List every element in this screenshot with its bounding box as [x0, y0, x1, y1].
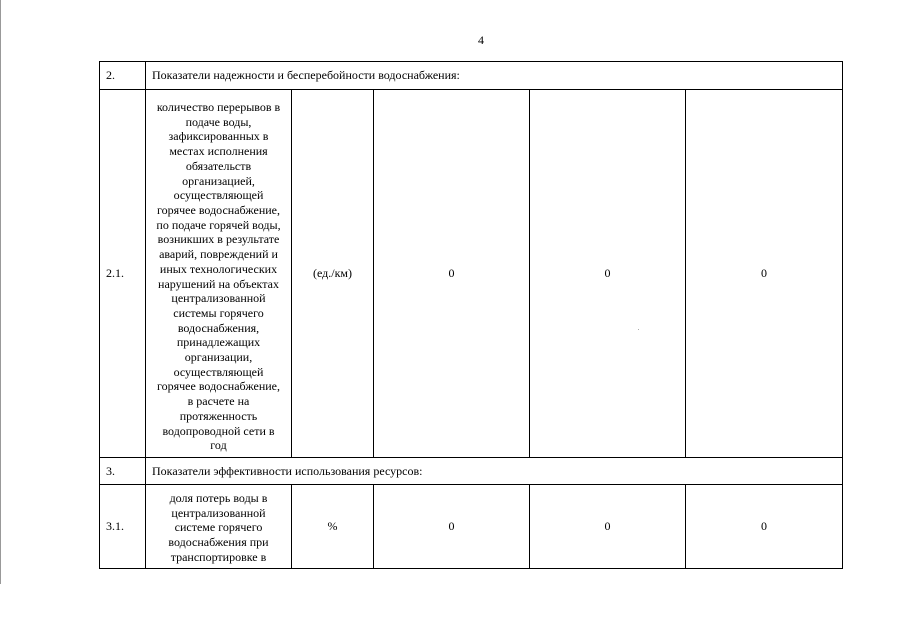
- indicator-name-line: осуществляющей: [173, 364, 264, 379]
- indicator-name-line: водопроводной сети в: [162, 423, 275, 438]
- value-cell: 0: [686, 90, 843, 458]
- indicator-name-line: горячее водоснабжение,: [157, 202, 280, 217]
- indicator-name-line: принадлежащих: [176, 335, 261, 350]
- indicator-name-line: водоснабжения при: [168, 535, 269, 550]
- indicator-name-line: местах исполнения: [169, 144, 268, 159]
- indicators-table: [99, 61, 843, 569]
- indicator-name-line: нарушений на объектах: [158, 276, 279, 291]
- indicator-name-line: протяженность: [179, 408, 258, 423]
- indicator-name-line: водоснабжения,: [177, 320, 260, 335]
- scan-speck: [638, 329, 639, 330]
- unit-cell: %: [292, 485, 374, 569]
- page-number: 4: [478, 33, 484, 47]
- section-number: 3.: [100, 458, 146, 485]
- indicator-name-line: обязательств: [185, 158, 252, 173]
- section-title: Показатели надежности и бесперебойности водоснабжения:: [146, 62, 843, 90]
- indicator-name-line: зафиксированных в: [168, 129, 269, 144]
- table-row-2-1: [100, 90, 843, 458]
- indicator-name-line: организации,: [184, 350, 253, 365]
- indicator-name-line: в расчете на: [187, 394, 250, 409]
- section-row-2: [100, 62, 843, 90]
- section-row-3: [100, 458, 843, 485]
- value-cell: 0: [686, 485, 843, 569]
- indicator-name-line: аварий, повреждений и: [159, 247, 278, 262]
- indicator-name-line: возникших в результате: [157, 232, 280, 247]
- indicator-name: [146, 90, 292, 458]
- indicator-name-line: системе горячего: [174, 520, 263, 535]
- indicator-name-line: по подаче горячей воды,: [156, 217, 281, 232]
- page-left-edge: [0, 0, 1, 584]
- indicator-name-line: горячее водоснабжение,: [157, 379, 280, 394]
- value-cell: 0: [374, 485, 530, 569]
- section-number: 2.: [100, 62, 146, 90]
- value-cell: 0: [530, 90, 686, 458]
- table-row-3-1: [100, 485, 843, 569]
- indicator-name-line: количество перерывов в: [156, 100, 281, 115]
- indicator-name-line: централизованной: [171, 291, 266, 306]
- indicator-name-line: подаче воды,: [185, 114, 252, 129]
- indicator-name-line: год: [210, 438, 227, 453]
- indicator-name-line: централизованной: [171, 505, 266, 520]
- row-number: 3.1.: [100, 485, 146, 569]
- indicator-name-line: организацией,: [182, 173, 255, 188]
- value-cell: 0: [374, 90, 530, 458]
- section-title: Показатели эффективности использования ресурсов:: [146, 458, 843, 485]
- indicator-name-line: системы горячего: [173, 305, 264, 320]
- indicator-name-line: осуществляющей: [173, 188, 264, 203]
- value-cell: 0: [530, 485, 686, 569]
- indicator-name-line: иных технологических: [159, 261, 278, 276]
- indicator-name: [146, 485, 292, 569]
- row-number: 2.1.: [100, 90, 146, 458]
- indicator-name-line: доля потерь воды в: [169, 491, 268, 505]
- indicator-name-line: транспортировке в: [170, 549, 267, 564]
- unit-cell: (ед./км): [292, 90, 374, 458]
